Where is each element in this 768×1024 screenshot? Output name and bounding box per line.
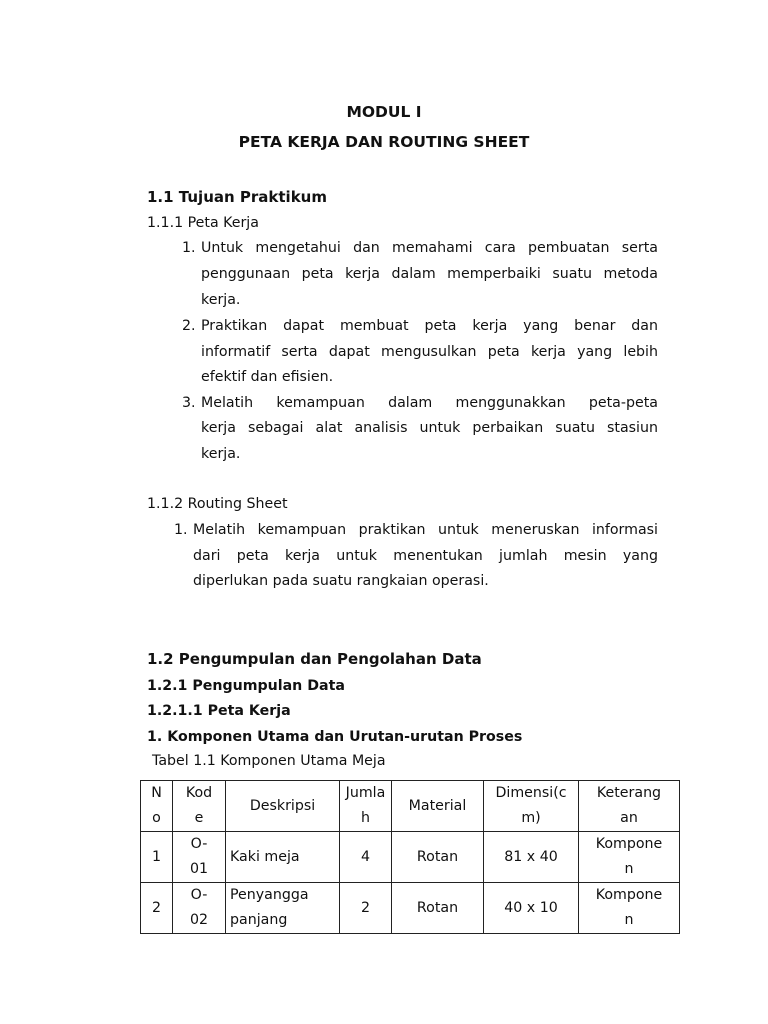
list-line: kerja.: [201, 292, 241, 308]
header-cell: Kod e: [173, 781, 226, 832]
list-number: 2.: [182, 318, 196, 334]
table-header-row: [141, 781, 680, 832]
list-line: Praktikan dapat membuat peta kerja yang benar dan: [201, 318, 658, 334]
module-subtitle: PETA KERJA DAN ROUTING SHEET: [238, 133, 530, 151]
list-line: informatif serta dapat mengusulkan peta kerja yang lebih: [201, 344, 658, 360]
subsection-heading-1-1-1: 1.1.1 Peta Kerja: [147, 215, 259, 231]
list-number: 1.: [182, 240, 196, 256]
section-heading-1-1: 1.1 Tujuan Praktikum: [147, 188, 327, 206]
header-cell: Material: [392, 781, 484, 832]
table-cell: O- 02: [173, 883, 226, 934]
table-cell: 2: [340, 883, 392, 934]
list-line: Melatih kemampuan praktikan untuk meneruskan informasi: [193, 522, 658, 538]
table-row: [141, 832, 680, 883]
list-line: Untuk mengetahui dan memahami cara pembuatan serta: [201, 240, 658, 256]
subsection-heading-1-2-1-1: 1.2.1.1 Peta Kerja: [147, 703, 291, 719]
header-cell: Deskripsi: [226, 781, 340, 832]
table-row: [141, 883, 680, 934]
subsection-heading-1-2-1: 1.2.1 Pengumpulan Data: [147, 678, 345, 694]
header-cell: Dimensi(c m): [484, 781, 579, 832]
table-cell: 40 x 10: [484, 883, 579, 934]
table-cell: 2: [141, 883, 173, 934]
table-cell: 4: [340, 832, 392, 883]
subsection-heading-1-1-2: 1.1.2 Routing Sheet: [147, 496, 288, 512]
item-heading-komponen: 1. Komponen Utama dan Urutan-urutan Proses: [147, 729, 523, 745]
header-cell: Keterang an: [579, 781, 680, 832]
header-cell: Jumla h: [340, 781, 392, 832]
list-line: dari peta kerja untuk menentukan jumlah mesin yang: [193, 548, 658, 564]
table-cell: Rotan: [392, 883, 484, 934]
module-title: MODUL I: [346, 103, 422, 121]
table-cell: Kaki meja: [226, 832, 340, 883]
table-cell: Rotan: [392, 832, 484, 883]
section-heading-1-2: 1.2 Pengumpulan dan Pengolahan Data: [147, 650, 482, 668]
table-cell: Penyangga panjang: [226, 883, 340, 934]
header-cell: N o: [141, 781, 173, 832]
table-cell: 81 x 40: [484, 832, 579, 883]
list-number: 1.: [174, 522, 188, 538]
list-line: Melatih kemampuan dalam menggunakkan peta-peta: [201, 395, 658, 411]
table-cell: O- 01: [173, 832, 226, 883]
components-table: [140, 780, 680, 934]
list-line: kerja.: [201, 446, 241, 462]
list-line: efektif dan efisien.: [201, 369, 334, 385]
list-line: diperlukan pada suatu rangkaian operasi.: [193, 573, 489, 589]
table-caption: Tabel 1.1 Komponen Utama Meja: [152, 753, 386, 769]
list-number: 3.: [182, 395, 196, 411]
table-cell: Kompone n: [579, 832, 680, 883]
list-line: kerja sebagai alat analisis untuk perbaikan suatu stasiun: [201, 420, 658, 436]
table-cell: Kompone n: [579, 883, 680, 934]
list-line: penggunaan peta kerja dalam memperbaiki suatu metoda: [201, 266, 658, 282]
table-cell: 1: [141, 832, 173, 883]
